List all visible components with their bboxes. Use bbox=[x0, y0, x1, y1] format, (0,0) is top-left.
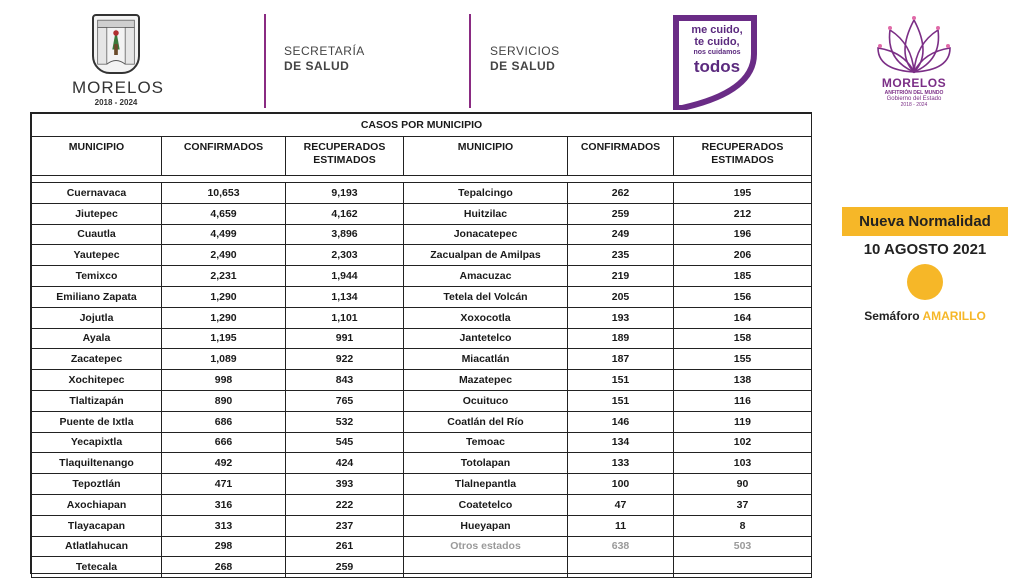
cell-confirmados: 151 bbox=[568, 370, 674, 391]
cell-confirmados: 638 bbox=[568, 536, 674, 557]
campaign-shield-icon bbox=[672, 14, 758, 110]
cell-recuperados: 206 bbox=[674, 245, 812, 266]
col-municipio: MUNICIPIO bbox=[404, 137, 568, 176]
cell-recuperados: 393 bbox=[286, 474, 404, 495]
cell-confirmados: 316 bbox=[162, 494, 286, 515]
cell-municipio: Tepoztlán bbox=[32, 474, 162, 495]
cell-municipio: Cuautla bbox=[32, 224, 162, 245]
header-gap bbox=[32, 176, 812, 183]
cell-municipio: Cuernavaca bbox=[32, 183, 162, 204]
col-recuperados-l1: RECUPERADOS bbox=[701, 141, 784, 153]
cell-recuperados: 195 bbox=[674, 183, 812, 204]
cell-confirmados: 666 bbox=[162, 432, 286, 453]
brand-years: 2018 - 2024 bbox=[900, 102, 928, 108]
cell-recuperados: 8 bbox=[674, 515, 812, 536]
cell-confirmados: 686 bbox=[162, 411, 286, 432]
cell-municipio: Tlalnepantla bbox=[404, 474, 568, 495]
cell-confirmados: 262 bbox=[568, 183, 674, 204]
cell-confirmados: 4,499 bbox=[162, 224, 286, 245]
table-row bbox=[32, 183, 812, 204]
coat-of-arms-icon bbox=[92, 14, 140, 74]
cell-confirmados: 235 bbox=[568, 245, 674, 266]
cell-recuperados: 9,193 bbox=[286, 183, 404, 204]
cell-confirmados: 1,290 bbox=[162, 286, 286, 307]
cell-recuperados: 37 bbox=[674, 494, 812, 515]
cell-municipio: Totolapan bbox=[404, 453, 568, 474]
cell-confirmados: 1,195 bbox=[162, 328, 286, 349]
cell-confirmados: 219 bbox=[568, 266, 674, 287]
table-row bbox=[32, 432, 812, 453]
cell-municipio: Otros estados bbox=[404, 536, 568, 557]
cell-recuperados: 991 bbox=[286, 328, 404, 349]
table-row bbox=[32, 453, 812, 474]
header bbox=[0, 0, 1024, 112]
secretaria-logo bbox=[284, 44, 365, 74]
cell-recuperados: 1,101 bbox=[286, 307, 404, 328]
servicios-line1: SERVICIOS bbox=[490, 44, 560, 58]
cell-municipio bbox=[404, 557, 568, 578]
cell-recuperados: 503 bbox=[674, 536, 812, 557]
secretaria-line1: SECRETARÍA bbox=[284, 44, 365, 58]
cell-municipio: Huitzilac bbox=[404, 203, 568, 224]
cell-municipio: Yecapixtla bbox=[32, 432, 162, 453]
cell-recuperados: 103 bbox=[674, 453, 812, 474]
cell-recuperados: 156 bbox=[674, 286, 812, 307]
cell-confirmados: 998 bbox=[162, 370, 286, 391]
servicios-line2: DE SALUD bbox=[490, 59, 556, 73]
table-row bbox=[32, 224, 812, 245]
campaign-line1: me cuido, bbox=[691, 24, 743, 36]
morelos-brand bbox=[868, 76, 960, 108]
cell-municipio: Puente de Ixtla bbox=[32, 411, 162, 432]
cell-confirmados: 259 bbox=[568, 203, 674, 224]
divider bbox=[469, 14, 471, 108]
cell-confirmados bbox=[568, 557, 674, 578]
cell-confirmados: 471 bbox=[162, 474, 286, 495]
cell-municipio: Miacatlán bbox=[404, 349, 568, 370]
cell-recuperados: 90 bbox=[674, 474, 812, 495]
table-row bbox=[32, 390, 812, 411]
cell-confirmados: 492 bbox=[162, 453, 286, 474]
table-row bbox=[32, 286, 812, 307]
cell-confirmados: 193 bbox=[568, 307, 674, 328]
cell-recuperados: 116 bbox=[674, 390, 812, 411]
cell-confirmados: 890 bbox=[162, 390, 286, 411]
cell-recuperados: 119 bbox=[674, 411, 812, 432]
cell-recuperados: 196 bbox=[674, 224, 812, 245]
cell-confirmados: 187 bbox=[568, 349, 674, 370]
cell-municipio: Ocuituco bbox=[404, 390, 568, 411]
cell-recuperados: 765 bbox=[286, 390, 404, 411]
cell-municipio: Tepalcingo bbox=[404, 183, 568, 204]
cell-confirmados: 313 bbox=[162, 515, 286, 536]
table-row bbox=[32, 515, 812, 536]
cell-municipio: Tlayacapan bbox=[32, 515, 162, 536]
cell-recuperados: 424 bbox=[286, 453, 404, 474]
cell-municipio: Zacatepec bbox=[32, 349, 162, 370]
cell-recuperados: 1,944 bbox=[286, 266, 404, 287]
table-row bbox=[32, 370, 812, 391]
lotus-flower-icon bbox=[876, 14, 952, 76]
cell-municipio: Jantetelco bbox=[404, 328, 568, 349]
cell-recuperados: 532 bbox=[286, 411, 404, 432]
cell-confirmados: 100 bbox=[568, 474, 674, 495]
cell-recuperados: 212 bbox=[674, 203, 812, 224]
brand-tagline: ANFITRIÓN DEL MUNDO bbox=[884, 90, 944, 96]
table-row bbox=[32, 349, 812, 370]
cell-municipio: Coatetelco bbox=[404, 494, 568, 515]
cell-recuperados: 138 bbox=[674, 370, 812, 391]
cell-recuperados: 3,896 bbox=[286, 224, 404, 245]
cell-confirmados: 133 bbox=[568, 453, 674, 474]
table-row bbox=[32, 474, 812, 495]
servicios-logo bbox=[490, 44, 560, 74]
cell-municipio: Hueyapan bbox=[404, 515, 568, 536]
cell-recuperados: 2,303 bbox=[286, 245, 404, 266]
cell-recuperados: 4,162 bbox=[286, 203, 404, 224]
semaforo-value: AMARILLO bbox=[922, 309, 986, 323]
cell-recuperados: 545 bbox=[286, 432, 404, 453]
cell-municipio: Tlaltizapán bbox=[32, 390, 162, 411]
cell-recuperados: 843 bbox=[286, 370, 404, 391]
col-recuperados-l1: RECUPERADOS bbox=[303, 141, 386, 153]
cell-municipio: Ayala bbox=[32, 328, 162, 349]
cell-recuperados: 261 bbox=[286, 536, 404, 557]
col-recuperados bbox=[286, 137, 404, 176]
col-confirmados: CONFIRMADOS bbox=[162, 137, 286, 176]
cell-confirmados: 4,659 bbox=[162, 203, 286, 224]
cell-recuperados bbox=[674, 557, 812, 578]
cell-recuperados: 259 bbox=[286, 557, 404, 578]
cell-municipio: Mazatepec bbox=[404, 370, 568, 391]
table-row bbox=[32, 307, 812, 328]
cell-confirmados: 1,089 bbox=[162, 349, 286, 370]
cell-confirmados: 11 bbox=[568, 515, 674, 536]
table-row bbox=[32, 411, 812, 432]
cell-municipio: Tlaquiltenango bbox=[32, 453, 162, 474]
cell-recuperados: 164 bbox=[674, 307, 812, 328]
cell-municipio: Xochitepec bbox=[32, 370, 162, 391]
cell-municipio: Emiliano Zapata bbox=[32, 286, 162, 307]
col-recuperados-l2: ESTIMADOS bbox=[711, 154, 774, 166]
table-row bbox=[32, 203, 812, 224]
cell-recuperados: 237 bbox=[286, 515, 404, 536]
col-confirmados: CONFIRMADOS bbox=[568, 137, 674, 176]
cell-recuperados: 158 bbox=[674, 328, 812, 349]
campaign-line2: te cuido, bbox=[694, 36, 740, 48]
cell-confirmados: 2,231 bbox=[162, 266, 286, 287]
cell-confirmados: 2,490 bbox=[162, 245, 286, 266]
state-years: 2018 - 2024 bbox=[94, 98, 138, 107]
cell-municipio: Xoxocotla bbox=[404, 307, 568, 328]
cell-municipio: Atlatlahucan bbox=[32, 536, 162, 557]
cell-confirmados: 298 bbox=[162, 536, 286, 557]
col-recuperados bbox=[674, 137, 812, 176]
table-row bbox=[32, 557, 812, 578]
cell-municipio: Temoac bbox=[404, 432, 568, 453]
cell-recuperados: 102 bbox=[674, 432, 812, 453]
cell-municipio: Axochiapan bbox=[32, 494, 162, 515]
cell-confirmados: 151 bbox=[568, 390, 674, 411]
col-municipio: MUNICIPIO bbox=[32, 137, 162, 176]
table-row bbox=[32, 328, 812, 349]
cell-municipio: Yautepec bbox=[32, 245, 162, 266]
cell-municipio: Tetecala bbox=[32, 557, 162, 578]
cell-municipio: Jiutepec bbox=[32, 203, 162, 224]
table-row bbox=[32, 245, 812, 266]
state-name: MORELOS bbox=[72, 78, 165, 97]
table-row bbox=[32, 266, 812, 287]
cell-confirmados: 1,290 bbox=[162, 307, 286, 328]
cases-table bbox=[30, 112, 812, 574]
campaign-line3: nos cuidamos bbox=[693, 49, 741, 56]
table-row bbox=[32, 494, 812, 515]
divider bbox=[264, 14, 266, 108]
phase-banner: Nueva Normalidad bbox=[842, 207, 1008, 236]
brand-title: MORELOS bbox=[881, 76, 947, 90]
cell-municipio: Zacualpan de Amilpas bbox=[404, 245, 568, 266]
cell-municipio: Jonacatepec bbox=[404, 224, 568, 245]
cell-confirmados: 47 bbox=[568, 494, 674, 515]
semaforo-label: Semáforo bbox=[864, 309, 920, 323]
cell-confirmados: 10,653 bbox=[162, 183, 286, 204]
cell-confirmados: 268 bbox=[162, 557, 286, 578]
secretaria-line2: DE SALUD bbox=[284, 59, 350, 73]
cell-confirmados: 134 bbox=[568, 432, 674, 453]
report-date: 10 AGOSTO 2021 bbox=[863, 241, 987, 258]
semaforo-status bbox=[842, 309, 1008, 323]
cell-municipio: Temixco bbox=[32, 266, 162, 287]
cell-municipio: Amacuzac bbox=[404, 266, 568, 287]
col-recuperados-l2: ESTIMADOS bbox=[313, 154, 376, 166]
cell-municipio: Jojutla bbox=[32, 307, 162, 328]
cell-recuperados: 185 bbox=[674, 266, 812, 287]
semaforo-light bbox=[907, 264, 943, 300]
cell-confirmados: 189 bbox=[568, 328, 674, 349]
cell-confirmados: 205 bbox=[568, 286, 674, 307]
table-title: CASOS POR MUNICIPIO bbox=[32, 114, 812, 137]
cell-municipio: Coatlán del Río bbox=[404, 411, 568, 432]
table-body bbox=[32, 183, 812, 578]
cell-recuperados: 222 bbox=[286, 494, 404, 515]
cell-recuperados: 922 bbox=[286, 349, 404, 370]
campaign-line4: todos bbox=[693, 57, 741, 76]
cell-municipio: Tetela del Volcán bbox=[404, 286, 568, 307]
cell-confirmados: 249 bbox=[568, 224, 674, 245]
cell-recuperados: 155 bbox=[674, 349, 812, 370]
cell-confirmados: 146 bbox=[568, 411, 674, 432]
table-row bbox=[32, 536, 812, 557]
brand-sub: Gobierno del Estado bbox=[886, 96, 942, 102]
cell-recuperados: 1,134 bbox=[286, 286, 404, 307]
